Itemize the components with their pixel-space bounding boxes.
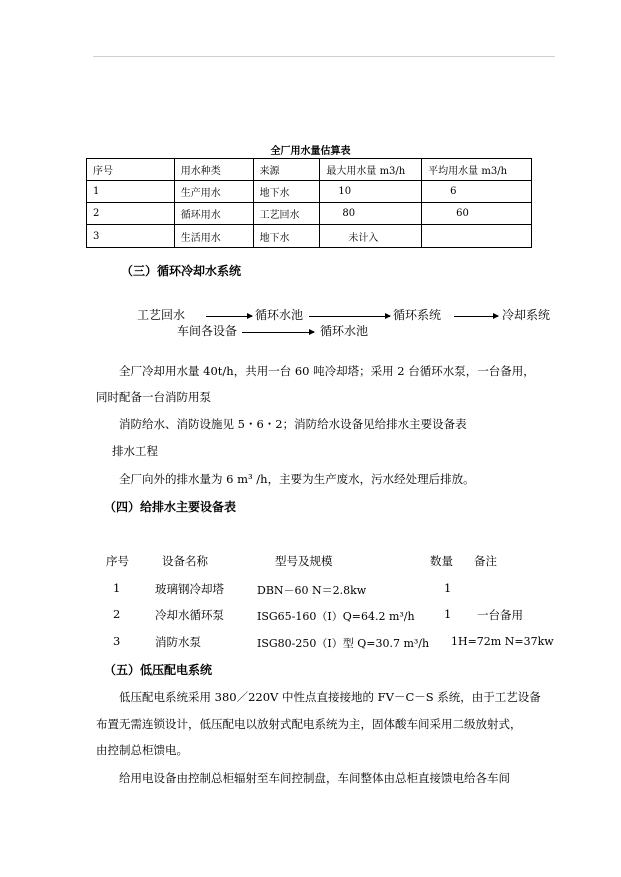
table-header-cell: 用水种类 [174,159,253,181]
table-cell: 循环用水 [174,203,253,225]
equipment-row-note: 1H=72m N=37kw [451,635,554,648]
header-rule [93,56,555,57]
equipment-header-note: 备注 [474,554,497,568]
flow-arrow [206,316,252,317]
section4-heading: （四）给排水主要设备表 [104,500,237,514]
table-cell: 1 [87,181,175,203]
power-paragraph-line3: 由控制总柜馈电。 [96,743,188,757]
table-cell: 80 [320,203,422,225]
equipment-header-name: 设备名称 [162,554,208,568]
table-header-cell: 最大用水量 m3/h [320,159,422,181]
table-cell: 3 [87,225,175,248]
equipment-row-name: 玻璃钢冷却塔 [155,582,224,596]
flow-node-process-return: 工艺回水 [137,308,186,322]
table-row [87,225,532,248]
table-cell: 10 [320,181,422,203]
equipment-header-qty: 数量 [430,554,453,568]
flow-arrow [454,316,498,317]
power-paragraph-line1: 低压配电系统采用 380／220V 中性点直接接地的 FV－C－S 系统，由于工艺设备 [119,690,541,704]
water-table-title: 全厂用水量估算表 [270,146,351,157]
equipment-row-name: 消防水泵 [155,635,201,649]
equipment-row-model: DBN－60 N＝2.8kw [257,584,367,597]
drainage-heading: 排水工程 [112,444,158,458]
equipment-header-model: 型号及规模 [275,554,333,568]
table-cell: 工艺回水 [253,203,320,225]
table-header-row [87,159,532,181]
section3-heading: （三）循环冷却水系统 [121,264,242,278]
flow-node-circulation-pool-2: 循环水池 [320,324,369,338]
power-paragraph-2: 给用电设备由控制总柜辐射至车间控制盘，车间整体由总柜直接馈电给各车间 [119,771,510,785]
flow-node-workshop-equipment: 车间各设备 [177,324,238,338]
equipment-row-name: 冷却水循环泵 [155,608,224,622]
fire-water-paragraph: 消防给水、消防设施见 5・6・2；消防给水设备见给排水主要设备表 [119,417,467,431]
equipment-row-no: 2 [113,607,121,621]
table-header-cell: 序号 [87,159,175,181]
equipment-row-no: 3 [113,634,121,648]
table-cell: 2 [87,203,175,225]
equipment-row-note: 一台备用 [477,608,523,622]
flow-node-circulation-system: 循环系统 [393,308,442,322]
equipment-header-no: 序号 [106,554,129,568]
flow-node-cooling-system: 冷却系统 [502,308,551,322]
cooling-water-paragraph-line2: 同时配备一台消防用泵 [96,390,211,404]
table-cell: 6 [422,181,532,203]
equipment-row-model: ISG80-250（I）型 Q=30.7 m³/h [257,637,430,650]
flow-node-circulation-pool: 循环水池 [255,308,304,322]
table-cell: 生产用水 [174,181,253,203]
equipment-row-no: 1 [113,581,121,595]
table-header-cell: 来源 [253,159,320,181]
flow-arrow [242,332,314,333]
table-cell: 60 [422,203,532,225]
water-usage-table [86,158,532,248]
table-header-cell: 平均用水量 m3/h [422,159,532,181]
flow-arrow [309,316,390,317]
section5-heading: （五）低压配电系统 [104,663,213,677]
equipment-row-model: ISG65-160（I）Q=64.2 m³/h [257,610,415,623]
table-cell: 未计入 [320,225,422,248]
equipment-row-qty: 1 [444,607,452,621]
table-row [87,203,532,225]
table-cell: 地下水 [253,225,320,248]
power-paragraph-line2: 布置无需连锁设计，低压配电以放射式配电系统为主，固体酸车间采用二级放射式， [96,717,522,731]
table-cell: 生活用水 [174,225,253,248]
cooling-water-paragraph-line1: 全厂冷却用水量 40t/h，共用一台 60 吨冷却塔；采用 2 台循环水泵，一台备用， [119,364,535,378]
equipment-row-qty: 1 [444,581,452,595]
drainage-paragraph: 全厂向外的排水量为 6 m³ /h，主要为生产废水，污水经处理后排放。 [119,472,475,486]
table-cell: 地下水 [253,181,320,203]
table-cell [422,225,532,248]
table-row [87,181,532,203]
